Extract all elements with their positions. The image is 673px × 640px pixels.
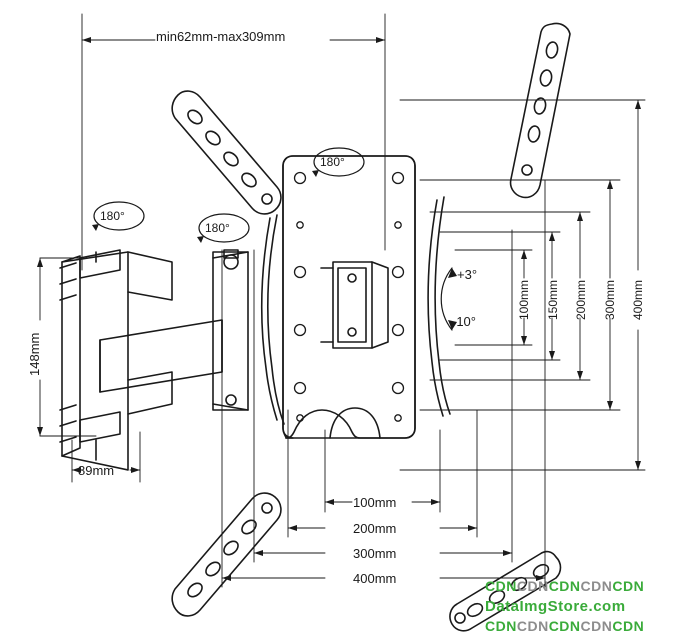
angle-tilt-up: +3°: [457, 267, 478, 282]
vesa-vertical-400: 400mm: [631, 279, 645, 320]
watermark-segment: CDN: [548, 578, 581, 594]
vesa-vertical-300: 300mm: [603, 279, 617, 320]
watermark-segment: CDN: [580, 578, 613, 594]
watermark-line-1: [485, 578, 644, 594]
vesa-horizontal-400: 400mm: [353, 571, 397, 586]
vesa-vertical-100: 100mm: [517, 279, 531, 320]
watermark-segment: CDN: [612, 578, 645, 594]
watermark-segment: CDN: [548, 618, 581, 634]
watermark-segment: CDN: [516, 618, 549, 634]
angle-swivel-1: 180°: [100, 209, 125, 223]
vesa-horizontal-100: 100mm: [353, 495, 397, 510]
watermark-line-3: [485, 618, 644, 634]
watermark-segment: CDN: [580, 618, 613, 634]
dimension-arm-height: 148mm: [27, 332, 42, 376]
dimension-top-span: min62mm-max309mm: [156, 29, 286, 44]
watermark-segment: CDN: [612, 618, 645, 634]
angle-swivel-3: 180°: [320, 155, 345, 169]
vesa-horizontal-200: 200mm: [353, 521, 397, 536]
vesa-vertical-200: 200mm: [574, 279, 588, 320]
watermark-site: DataImgStore.com: [485, 598, 626, 615]
vesa-vertical-150: 150mm: [546, 279, 560, 320]
angle-tilt-down: -10°: [452, 314, 476, 329]
vesa-horizontal-300: 300mm: [353, 546, 397, 561]
watermark-segment: CDN: [485, 618, 517, 634]
angle-swivel-2: 180°: [205, 221, 230, 235]
watermark-segment: CDN: [485, 578, 517, 594]
watermark-segment: CDN: [516, 578, 549, 594]
dimension-wall-plate-width: 89mm: [78, 463, 115, 478]
